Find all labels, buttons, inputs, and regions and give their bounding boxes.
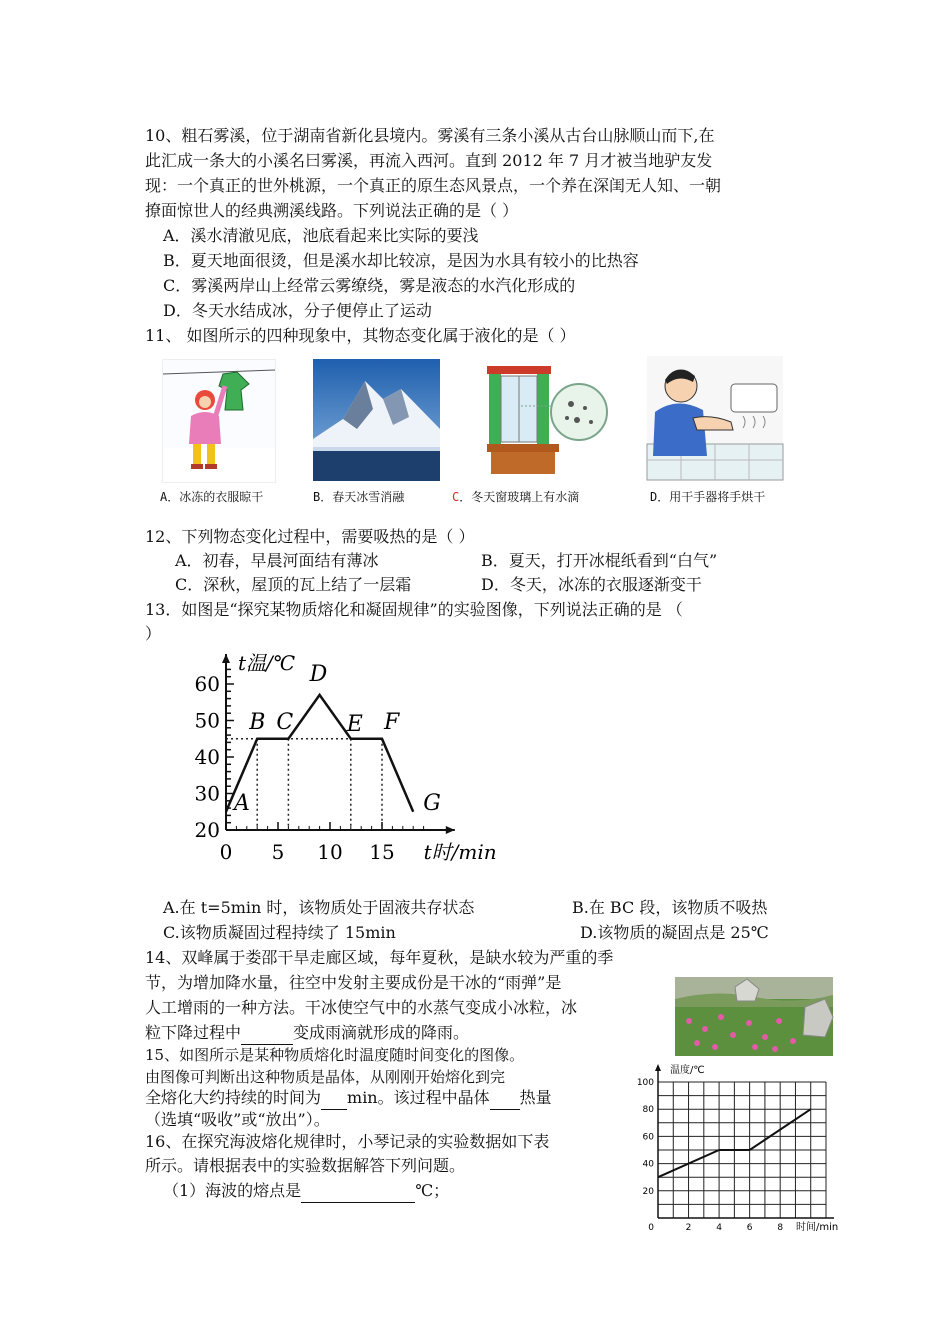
q16-line-2: 所示。请根据表中的实验数据解答下列问题。 xyxy=(145,1156,466,1175)
snow-mountain-picture xyxy=(313,359,440,481)
caption-b: B．春天冰雪消融 xyxy=(313,490,405,504)
q16-text-before-blank: （1）海波的熔点是 xyxy=(163,1181,302,1200)
q15-heat-blank[interactable] xyxy=(490,1091,520,1110)
point-label-b: B xyxy=(249,709,266,735)
q16-sub-1 xyxy=(163,1179,449,1203)
q10-line-3: 现：一个真正的世外桃源，一个真正的原生态风景点，一个养在深闺无人知、一朝 xyxy=(145,176,722,195)
q10-option-d: D．冬天水结成冰，分子便停止了运动 xyxy=(163,301,432,320)
q15-line-2: 由图像可判断出这种物质是晶体，从刚刚开始熔化到完 xyxy=(145,1068,506,1086)
caption-c-letter: C xyxy=(452,490,460,504)
caption-c-text: ．冬天窗玻璃上有水滴 xyxy=(459,490,580,504)
x-axis-arrow xyxy=(446,826,455,834)
q10-line-1: 10、粗石雾溪，位于湖南省新化县境内。雾溪有三条小溪从古台山脉顺山而下,在 xyxy=(145,126,715,145)
q15-line-4: （选填“吸收”或“放出”）。 xyxy=(145,1110,330,1129)
melting-solidification-chart xyxy=(150,648,520,868)
y-axis-arrow xyxy=(655,1064,661,1071)
q16-line-1: 16、在探究海波熔化规律时，小琴记录的实验数据如下表 xyxy=(145,1132,550,1151)
q14-line-3: 人工增雨的一种方法。干冰使空气中的水蒸气变成小冰粒，冰 xyxy=(145,998,578,1017)
y-tick-label: 60 xyxy=(194,672,220,696)
y-tick-label: 50 xyxy=(194,708,220,733)
y-tick-label: 60 xyxy=(642,1132,654,1143)
x-tick-label: 15 xyxy=(369,840,395,864)
q12-option-a: A．初春，早晨河面结有薄冰 xyxy=(175,551,379,570)
q15-text-middle: min。该过程中晶体 xyxy=(347,1088,490,1107)
window-water-drops-picture xyxy=(481,362,614,477)
y-tick-label: 40 xyxy=(194,745,220,769)
x-tick-label: 6 xyxy=(746,1223,753,1233)
q12-option-b: B．夏天，打开冰棍纸看到“白气” xyxy=(481,551,718,570)
x-tick-label: 10 xyxy=(317,840,343,864)
caption-c xyxy=(452,488,579,505)
q13-option-a: A.在 t=5min 时，该物质处于固液共存状态 xyxy=(163,898,475,917)
temperature-time-chart xyxy=(636,1060,850,1238)
y-tick-label: 30 xyxy=(194,781,220,806)
q13-option-b: B.在 BC 段，该物质不吸热 xyxy=(572,898,768,917)
q10-option-c: C．雾溪两岸山上经常云雾缭绕，雾是液态的水汽化形成的 xyxy=(163,276,576,295)
x-tick-label: 4 xyxy=(716,1223,722,1233)
x-tick-label: 2 xyxy=(685,1223,692,1233)
q13-stem-line-1: 13．如图是“探究某物质熔化和凝固规律”的实验图像，下列说法正确的是 （ xyxy=(145,600,683,619)
q14-line-1: 14、双峰属于娄邵干旱走廊区域，每年夏秋，是缺水较为严重的季 xyxy=(145,948,614,967)
q10-option-b: B．夏天地面很烫，但是溪水却比较凉，是因为水具有较小的比热容 xyxy=(163,251,639,270)
point-label-f: F xyxy=(384,709,400,735)
q10-line-4: 撩面惊世人的经典溯溪线路。下列说法正确的是（ ） xyxy=(145,201,519,220)
q15-line-3 xyxy=(145,1086,552,1110)
q14-answer-blank[interactable] xyxy=(241,1026,293,1045)
q12-option-d: D．冬天，冰冻的衣服逐渐变干 xyxy=(481,575,702,594)
x-axis-label: 时间/min xyxy=(796,1222,839,1233)
x-tick-label: 0 xyxy=(219,840,233,864)
y-tick-label: 20 xyxy=(642,1186,654,1197)
q16-text-after-blank: ℃； xyxy=(415,1181,450,1200)
q14-line-2: 节，为增加降水量，往空中发射主要成份是干冰的“雨弹”是 xyxy=(145,973,562,992)
hand-dryer-picture xyxy=(647,356,783,480)
q13-stem-line-2: ） xyxy=(145,624,162,643)
q12-option-c: C．深秋，屋顶的瓦上结了一层霜 xyxy=(175,575,412,594)
q12-stem: 12、下列物态变化过程中，需要吸热的是（ ） xyxy=(145,527,475,546)
x-axis-label: t时/min xyxy=(423,840,497,864)
x-tick-label: 0 xyxy=(648,1223,654,1233)
y-axis-label: 温度/℃ xyxy=(670,1065,705,1076)
q11-stem: 11、 如图所示的四种现象中，其物态变化属于液化的是（ ） xyxy=(145,326,576,345)
y-tick-label: 80 xyxy=(642,1105,654,1116)
q10-option-a: A．溪水清澈见底，池底看起来比实际的要浅 xyxy=(163,226,479,245)
q15-text-before-blank-1: 全熔化大约持续的时间为 xyxy=(145,1088,322,1107)
frozen-clothes-picture xyxy=(162,359,276,483)
q13-option-d: D.该物质的凝固点是 25℃ xyxy=(580,923,769,942)
point-label-a: A xyxy=(234,790,250,816)
point-label-g: G xyxy=(423,790,441,816)
y-tick-label: 100 xyxy=(636,1078,654,1088)
q14-line-4 xyxy=(145,1021,469,1045)
q14-text-before-blank: 粒下降过程中 xyxy=(145,1023,242,1042)
x-tick-label: 8 xyxy=(777,1223,784,1233)
caption-a: A．冰冻的衣服晾干 xyxy=(160,490,264,504)
q14-text-after-blank: 变成雨滴就形成的降雨。 xyxy=(293,1023,470,1042)
q13-option-c: C.该物质凝固过程持续了 15min xyxy=(163,923,396,942)
x-tick-label: 5 xyxy=(271,840,285,864)
q15-line-1: 15、如图所示是某种物质熔化时温度随时间变化的图像。 xyxy=(145,1046,525,1064)
y-axis-label: t温/℃ xyxy=(238,651,296,675)
q10-line-2: 此汇成一条大的小溪名曰雾溪，再流入西河。直到 2012 年 7 月才被当地驴友发 xyxy=(145,151,713,170)
point-label-d: D xyxy=(309,661,328,687)
y-tick-label: 20 xyxy=(194,818,220,842)
caption-d: D．用干手器将手烘干 xyxy=(650,490,766,504)
q16-melting-point-blank[interactable] xyxy=(301,1184,415,1203)
flower-field-picture xyxy=(675,977,833,1056)
point-label-e: E xyxy=(346,711,363,737)
y-axis-arrow xyxy=(222,654,230,663)
point-label-c: C xyxy=(276,709,294,735)
y-tick-label: 40 xyxy=(642,1159,654,1170)
q15-text-after-blank: 热量 xyxy=(519,1088,552,1107)
